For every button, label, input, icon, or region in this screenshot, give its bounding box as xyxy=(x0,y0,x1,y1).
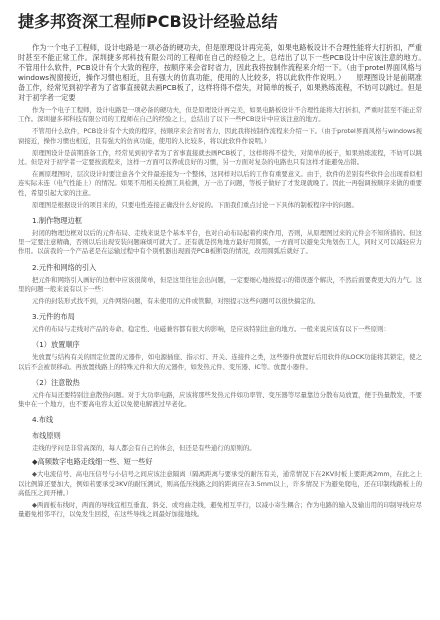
document-title: 捷多邦资深工程师PCB设计经验总结 xyxy=(18,12,278,31)
section-heading: （2）注意散热 xyxy=(32,377,80,387)
section-heading: 4.布线 xyxy=(32,415,54,425)
paragraph: 原理图是根据设计的项目来的，只要电性连接正确没什么好说的。下面我们重点讨论一下具体的制板程序中的问题。 xyxy=(32,200,358,209)
paragraph: 走线的学问是非常高深的，每人都会有自己的体会，但还是有些通行的原则的。 xyxy=(32,444,256,453)
bullet-heading: ◆高频数字电路走线细一些、短一些好 xyxy=(32,457,153,467)
paragraph: 元件的布局与走线对产品的寿命、稳定性、电磁兼容都有很大的影响，是应该特别注意的地方。一般来说应该有以下一些原则： xyxy=(32,325,390,334)
bullet-label: ◆大电流信号、高电压信号与小信号之间应该注意隔离 xyxy=(32,470,186,479)
paragraph: 原理图设计是前期准备工作，经常见到初学者为了省事直接就去画PCB板了，这样将得不偿失，对简单的板子，如果熟练流程，不妨可以跳过。但是对于初学者一定要按流程来，这样一方面可以养成良好的习惯，另一方面对复杂的电路也只有这样才能避免出错。 xyxy=(18,148,422,167)
section-heading: 1.制作物理边框 xyxy=(32,216,82,226)
paragraph: 把元件和网络引入画好的边框中应该很简单，但是这里往往会出问题，一定要细心地按提示的错误逐个解决，不然后面要费更大的力气。这里的问题一般来说有以下一些： xyxy=(18,275,422,293)
paragraph: 在画原理图时，层次设计时要注意各个文件最连接为一个整体，这同样对以后的工作有重要意义。由于，软件的差别有些软件会出现看似相连实际未连（电气性能上）的情况。如果不用相关检测工具检测，万一出了问题，等板子做好了才发现就晚了。因此一再强调按顺序来做的重要性，希望引起大家的注意。 xyxy=(18,170,422,197)
paragraph: 元件的封装形式找不到，元件网络问题，有未使用的元件或管脚，对照提示这些问题可以很快搞定的。 xyxy=(32,297,320,306)
section-heading: 布线原则 xyxy=(32,431,61,441)
paragraph: 元件布局还要特别注意散热问题。对于大功率电路，应该将那些发热元件如功率管、变压器等尽量靠边分散布局放置，便于热量散发，不要集中在一个地方，也不要高电容太近以免使电解液过早老化。 xyxy=(18,390,422,409)
bullet-item xyxy=(18,501,422,519)
bullet-item xyxy=(18,470,422,498)
bullet-text: 两面的导线宜相互垂直、斜交、或弯曲走线，避免相互平行，以减小寄生耦合；作为电路的输入及输出用的印制导线应尽量避免相邻平行，以免发生回授，在这些导线之间最好加接地线。 xyxy=(18,501,422,519)
section-heading: 2.元件和网络的引入 xyxy=(32,262,97,272)
paragraph: 先放置与结构有关的固定位置的元器件，如电源插座、指示灯、开关、连接件之类，这些器件放置好后用软件的LOCK功能将其锁定，使之以后不会被误移动。再放置线路上的特殊元件和大的元器件，如发热元件、变压器、IC等。放置小器件。 xyxy=(18,353,422,371)
intro-paragraph: 作为一个电子工程师，设计电路是一项必备的硬功夫，但是原理设计再完美，如果电路板设计不合理性能将大打折扣，严重时甚至不能正常工作。深圳捷多邦科技有限公司的工程师在自己的经验之上，总结出了以下一些PCB设计中应该注意的地方。 不管用什么软件，PCB设计有个大致的程序，按顺序来会省时省力，因此我将按制作流程来介绍一下。（由于protel界面风格与windows视窗接近，操作习惯也相近，且有强大的仿真功能，使用的人比较多，将以此软件作说明。） 原理图设计是前期准备工作，经常见到初学者为了省事直接就去画PCB板了，这样将得不偿失，对简单的板子，如果熟练流程，不妨可以跳过。但是对于初学者一定要 xyxy=(18,43,437,102)
paragraph: 不管用什么软件，PCB设计有个大致的程序，按顺序来会省时省力，因此我将按制作流程来介绍一下。（由于protel界面风格与windows视窗接近，操作习惯也相近，且有强大的仿真功能，使用的人比较多，将以此软件作说明。） xyxy=(18,127,422,145)
bullet-text: （隔离距离与要承受的耐压有关，通常情况下在2KV时板上要距离2mm，在此之上以比例算还要加大，例如若要承受3KV的耐压测试，则高低压线路之间的距离应在3.5mm以上，许多情况下为避免爬电，还在印制线路板上的高低压之间开槽。） xyxy=(18,470,422,497)
paragraph: 作为一个电子工程师，设计电路是一项必备的硬功夫，但是原理设计再完美，如果电路板设计不合理性能将大打折扣，严重时甚至不能正常工作。深圳捷多邦科技有限公司的工程师在自己的经验之上，总结出了以下一些PCB设计中应该注意的地方。 xyxy=(18,106,422,124)
section-heading: 3.元件的布局 xyxy=(32,312,75,322)
bullet-label: ◆两面板布线时， xyxy=(32,501,82,510)
paragraph: 封闭的物理边框对以后的元件布局、走线来说是个基本平台，也对自动布局起着约束作用，否则，从原理图过来的元件会不知所措的。但这里一定要注意精确，否则以后出现安装问题麻烦可就大了。还有就是拐角地方最好用圆弧，一方面可以避免尖角划伤工人，同时又可以减轻应力作用。以前我的一个产品老是在运输过程中有个别机器出现面壳PCB板断裂的情况，改用圆弧后就好了。 xyxy=(18,229,422,256)
section-heading: （1）放置顺序 xyxy=(32,340,80,350)
